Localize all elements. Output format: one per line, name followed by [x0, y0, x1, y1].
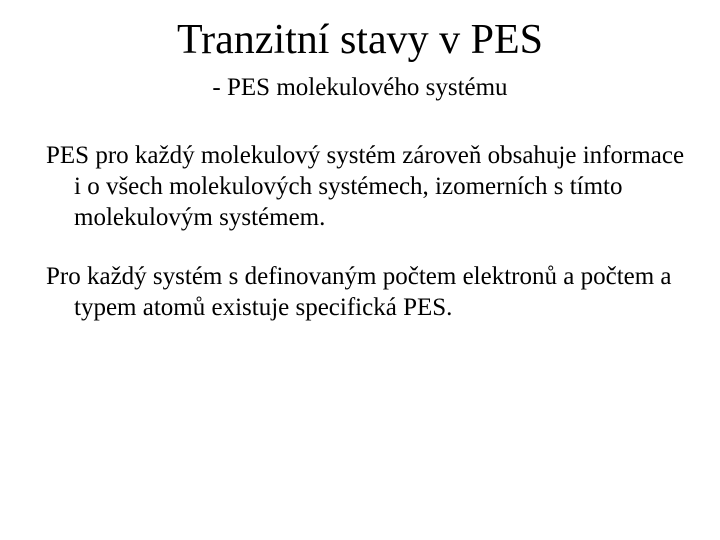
slide-title: Tranzitní stavy v PES — [177, 17, 543, 63]
paragraph-1: PES pro každý molekulový systém zároveň obsahuje informace i o všech molekulových systémech, izomerních s tímto molekulovým systémem. — [46, 142, 685, 231]
slide-body — [46, 140, 686, 351]
slide-subtitle — [0, 72, 720, 104]
slide-subtitle-text: - PES molekulového systému — [212, 74, 508, 101]
paragraph-2: Pro každý systém s definovaným počtem elektronů a počtem a typem atomů existuje specifická PES. — [46, 263, 672, 321]
